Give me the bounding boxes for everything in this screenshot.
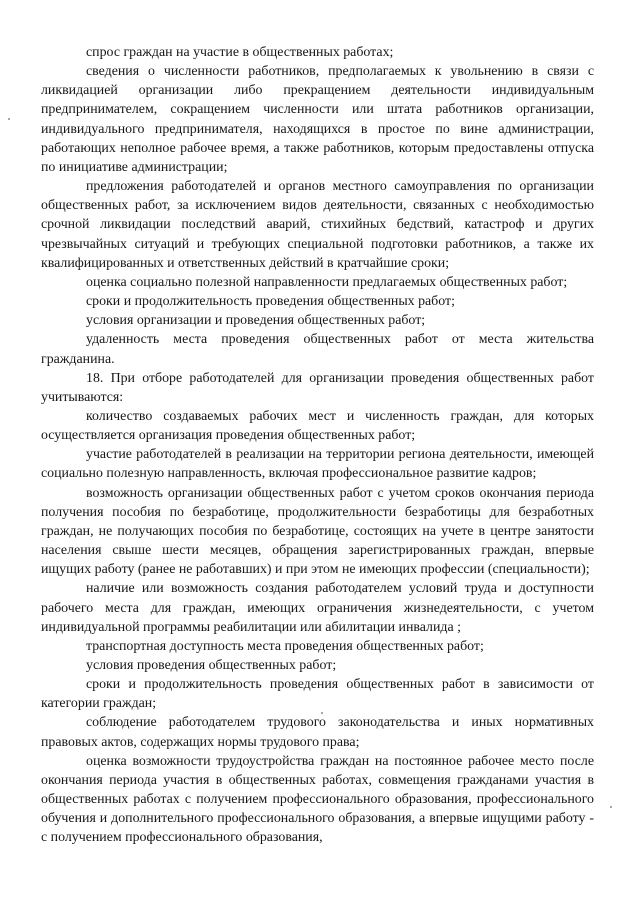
paragraph-dismissal-info: сведения о численности работников, предполагаемых к увольнению в связи с ликвидацией организации либо прекращением деятельности индивидуальным предпринимателем, сокращением численности или штата работников организации, индивидуального предпринимателя, находящихся в простое по вине администрации, работающих неполное рабочее время, а также работников, которым предоставлены отпуска по инициативе администрации; bbox=[41, 64, 594, 175]
paragraph-category-terms: сроки и продолжительность проведения общественных работ в зависимости от категории граждан; bbox=[41, 677, 594, 712]
paragraph-labor-law: соблюдение работодателем трудового законодательства и иных нормативных правовых актов, содержащих нормы трудового права; bbox=[41, 715, 594, 750]
paragraph-benefit-periods: возможность организации общественных работ с учетом сроков окончания периода получения пособия по безработице, продолжительности безработицы для безработных граждан, не получающих пособия по безработице, состоящих на учете в центре занятости населения свыше шести месяцев, обращения зарегистрированных граждан, впервые ищущих работу (ранее не работавших) и при этом не имеющих профессии (специальности); bbox=[41, 485, 594, 578]
paragraph-accessibility: наличие или возможность создания работодателем условий труда и доступности рабочего места для граждан, имеющих ограничения жизнедеятельности, с учетом индивидуальной программы реабилитации или абилитации инвалида ; bbox=[41, 581, 594, 635]
paragraph-regional-participation: участие работодателей в реализации на территории региона деятельности, имеющей социально полезную направленность, включая профессиональное развитие кадров; bbox=[41, 447, 594, 482]
paragraph-employment-assessment: оценка возможности трудоустройства граждан на постоянное рабочее место после окончания периода участия в общественных работах, совмещения гражданами участия в общественных работах с получением профессионального образования, профессионального обучения и дополнительного профессионального образования, а впервые ищущими работу - с получением профессионального образования, bbox=[41, 753, 594, 846]
paragraph-organization-conditions: условия организации и проведения общественных работ; bbox=[86, 313, 426, 329]
paragraph-distance: удаленность места проведения общественных работ от места жительства гражданина. bbox=[41, 332, 594, 367]
paragraph-social-usefulness: оценка социально полезной направленности предлагаемых общественных работ; bbox=[86, 274, 568, 290]
scan-speck bbox=[8, 118, 10, 120]
scan-speck bbox=[321, 712, 323, 714]
paragraph-terms-duration: сроки и продолжительность проведения общественных работ; bbox=[86, 294, 455, 310]
paragraph-employer-proposals: предложения работодателей и органов местного самоуправления по организации общественных работ, за исключением видов деятельности, связанных с необходимостью срочной ликвидации последствий аварий, стихийных бедствий, катастроф и других чрезвычайных ситуаций и требующих специальной подготовки работников, а также их квалифицированных и ответственных действий в кратчайшие сроки; bbox=[41, 179, 594, 271]
paragraph-conditions: условия проведения общественных работ; bbox=[86, 658, 337, 673]
paragraph-item-18: 18. При отборе работодателей для организации проведения общественных работ учитываются: bbox=[41, 370, 594, 405]
document-body bbox=[41, 43, 594, 848]
paragraph-public-works-demand: спрос граждан на участие в общественных работах; bbox=[86, 45, 394, 60]
paragraph-jobs-count: количество создаваемых рабочих мест и численность граждан, для которых осуществляется организация проведения общественных работ; bbox=[41, 408, 594, 444]
paragraph-transport: транспортная доступность места проведения общественных работ; bbox=[86, 638, 484, 654]
scan-speck bbox=[610, 806, 612, 808]
